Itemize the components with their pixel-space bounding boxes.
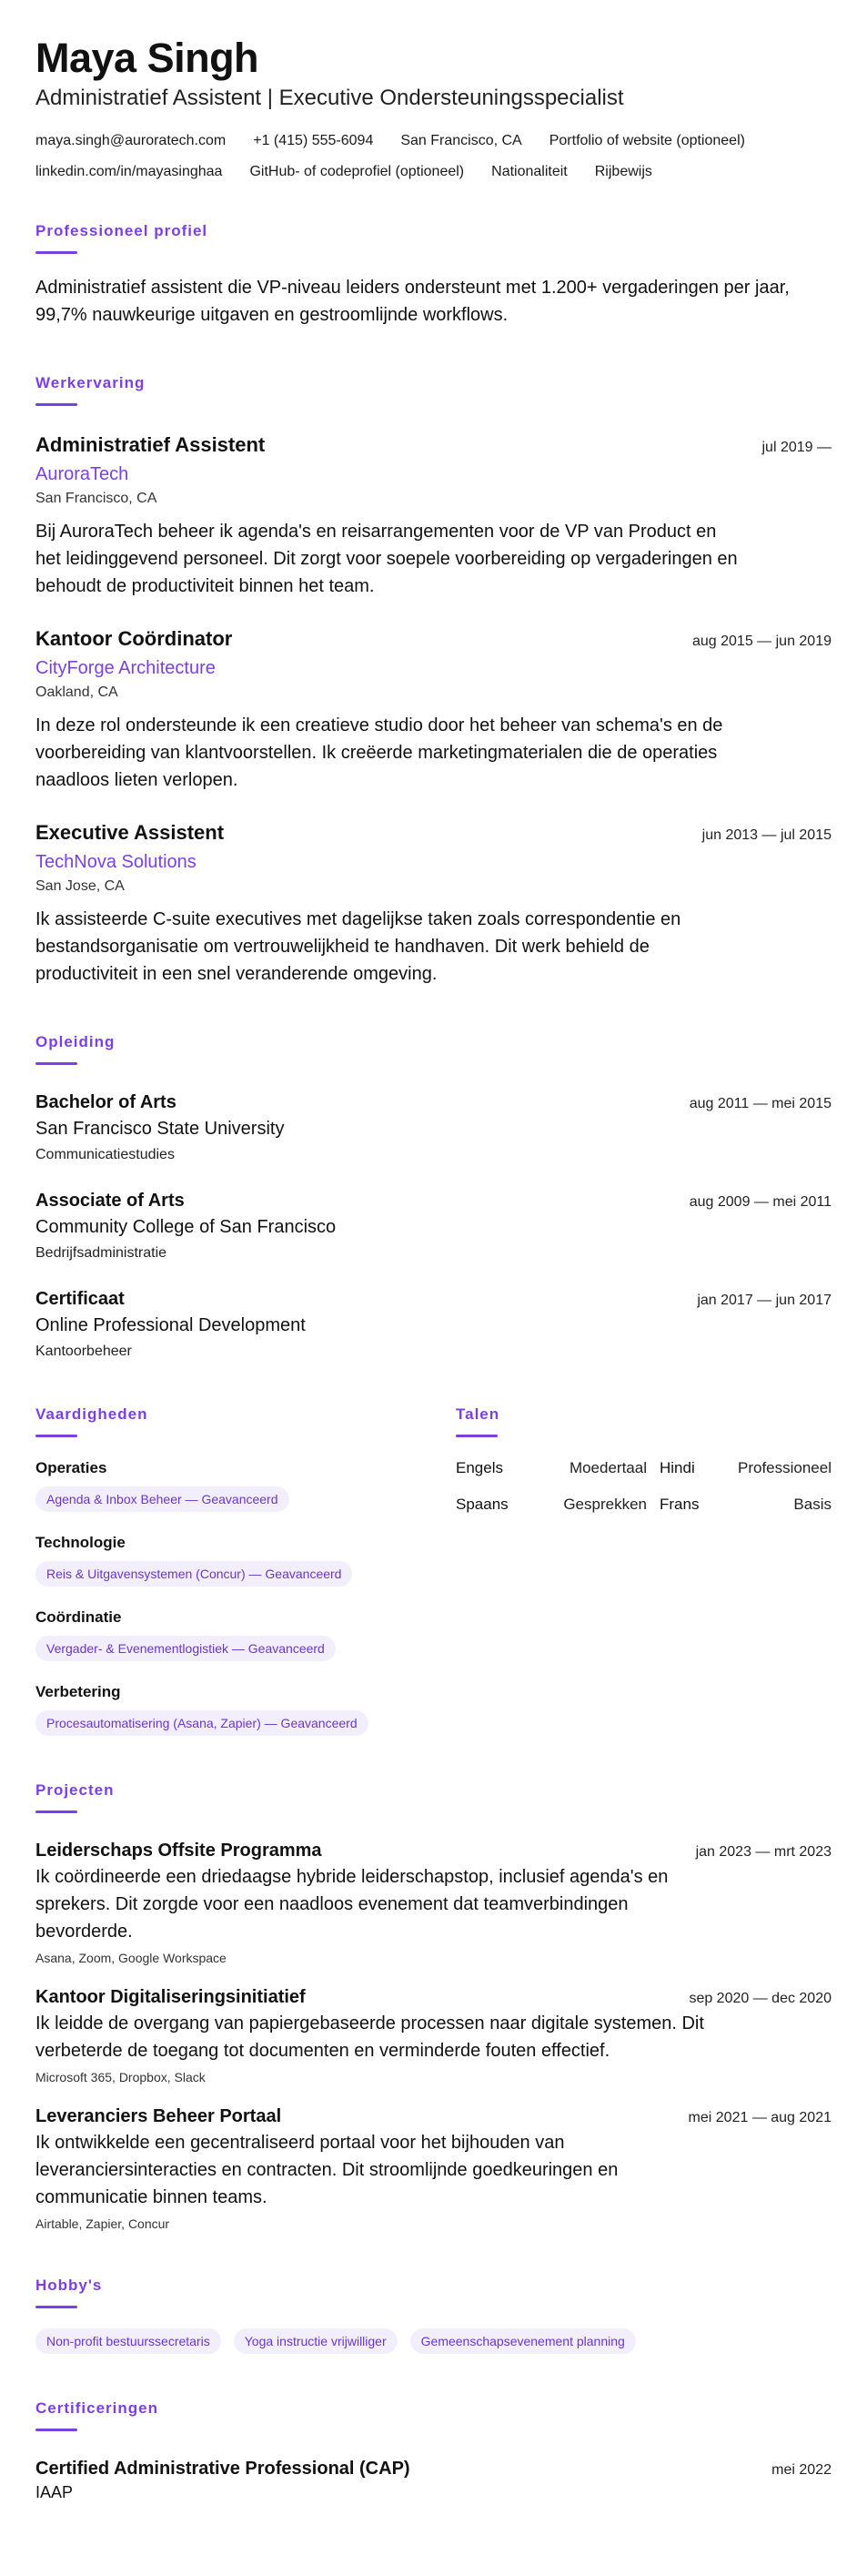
candidate-name: Maya Singh — [35, 35, 259, 81]
profile-summary: Administratief assistent die VP-niveau leiders ondersteunt met 1.200+ vergaderingen per jaar, 99,7% nauwkeurige uitgaven en gestroomlijnde workflows. — [35, 278, 790, 325]
certifications-section — [35, 2399, 832, 2502]
section-divider — [35, 403, 77, 406]
experience-section — [35, 374, 832, 988]
profile-section — [35, 222, 832, 329]
section-divider — [35, 2429, 77, 2431]
project-dates: mei 2021 — aug 2021 — [688, 2110, 832, 2125]
section-title: Professioneel profiel — [35, 222, 208, 239]
projects-section — [35, 1781, 832, 2231]
hobby-tag: Gemeenschapsevenement planning — [410, 2328, 636, 2354]
experience-entry — [35, 433, 832, 600]
skills-section — [35, 1405, 456, 1736]
contact-linkedin[interactable]: linkedin.com/in/mayasinghaa — [35, 164, 223, 179]
section-title: Opleiding — [35, 1033, 116, 1050]
certification-entry — [35, 2459, 832, 2502]
job-location: San Jose, CA — [35, 878, 125, 894]
section-divider — [35, 1435, 77, 1437]
hobbies-section — [35, 2277, 832, 2354]
skill-tag: Agenda & Inbox Beheer — Geavanceerd — [35, 1486, 289, 1512]
languages-section — [456, 1405, 832, 1736]
language-level: Professioneel — [737, 1459, 832, 1476]
skill-category: Verbetering — [35, 1683, 121, 1700]
skill-category: Technologie — [35, 1534, 126, 1551]
contact-location: San Francisco, CA — [400, 133, 522, 148]
language-level: Gesprekken — [563, 1496, 647, 1513]
project-description: Ik leidde de overgang van papiergebaseerde processen naar digitale systemen. Dit verbeterde de toegang tot documenten en verminderde fouten effectief. — [35, 2013, 704, 2061]
certification-name: Certified Administrative Professional (CAP) — [35, 2459, 410, 2479]
experience-entry — [35, 821, 832, 988]
section-divider — [456, 1435, 498, 1437]
hobby-tag: Non-profit bestuurssecretaris — [35, 2328, 221, 2354]
school-name: San Francisco State University — [35, 1119, 285, 1139]
section-divider — [35, 1810, 77, 1813]
contact-drivers-license: Rijbewijs — [594, 164, 652, 179]
skill-tag: Procesautomatisering (Asana, Zapier) — Geavanceerd — [35, 1710, 368, 1736]
job-dates: aug 2015 — jun 2019 — [691, 634, 832, 649]
section-title: Talen — [456, 1405, 500, 1423]
project-name: Leiderschaps Offsite Programma — [35, 1841, 322, 1861]
project-tools: Asana, Zoom, Google Workspace — [35, 1951, 227, 1965]
certification-date: mei 2022 — [771, 2462, 832, 2478]
contact-phone[interactable]: +1 (415) 555-6094 — [253, 133, 374, 148]
education-entry — [35, 1289, 832, 1360]
job-location: San Francisco, CA — [35, 491, 157, 506]
hobby-tag: Yoga instructie vrijwilliger — [234, 2328, 398, 2354]
candidate-headline: Administratief Assistent | Executive Ondersteuningsspecialist — [35, 86, 624, 110]
project-tools: Airtable, Zapier, Concur — [35, 2216, 170, 2231]
language-name: Hindi — [660, 1459, 695, 1476]
section-title: Werkervaring — [35, 374, 146, 391]
section-title: Hobby's — [35, 2277, 103, 2294]
job-description: Bij AuroraTech beheer ik agenda's en reisarrangementen voor de VP van Product en het leidinggevend personeel. Dit zorgt voor soepele voorbereiding op vergaderingen en behoudt de productiviteit binnen het team. — [35, 522, 738, 596]
company-name: CityForge Architecture — [35, 658, 216, 678]
skills-languages-row — [35, 1405, 832, 1736]
skill-group — [35, 1459, 456, 1512]
skill-group — [35, 1683, 456, 1736]
school-name: Online Professional Development — [35, 1315, 306, 1335]
job-title: Executive Assistent — [35, 821, 225, 844]
job-title: Administratief Assistent — [35, 433, 266, 456]
project-dates: jan 2023 — mrt 2023 — [695, 1844, 832, 1860]
section-title: Projecten — [35, 1781, 115, 1799]
job-dates: jun 2013 — jul 2015 — [701, 827, 832, 843]
job-title: Kantoor Coördinator — [35, 627, 233, 650]
hobby-list — [35, 2328, 832, 2354]
section-divider — [35, 251, 77, 254]
degree-title: Certificaat — [35, 1289, 125, 1309]
contact-row — [35, 133, 832, 149]
section-divider — [35, 1062, 77, 1065]
company-name: TechNova Solutions — [35, 852, 197, 872]
languages-list — [456, 1459, 832, 1514]
job-description: In deze rol ondersteunde ik een creatieve studio door het beheer van schema's en de voorbereiding van klantvoorstellen. Ik creëerde marketingmaterialen die de operaties naadloos lieten verlopen. — [35, 715, 723, 790]
contact-portfolio[interactable]: Portfolio of website (optioneel) — [549, 133, 745, 148]
language-level: Moedertaal — [569, 1459, 647, 1476]
education-dates: aug 2011 — mei 2015 — [689, 1096, 832, 1111]
project-name: Leveranciers Beheer Portaal — [35, 2106, 282, 2126]
section-title: Vaardigheden — [35, 1405, 148, 1423]
project-entry — [35, 1987, 832, 2084]
skill-tag: Reis & Uitgavensystemen (Concur) — Geavanceerd — [35, 1561, 352, 1587]
contact-row — [35, 164, 832, 180]
project-entry — [35, 2106, 832, 2231]
company-name: AuroraTech — [35, 464, 129, 484]
education-section — [35, 1033, 832, 1360]
project-description: Ik ontwikkelde een gecentraliseerd portaal voor het bijhouden van leveranciersinteracties en contracten. Dit stroomlijnde goedkeuringen en communicatie binnen teams. — [35, 2133, 619, 2207]
contact-nationality: Nationaliteit — [491, 164, 568, 179]
project-dates: sep 2020 — dec 2020 — [689, 1991, 832, 2006]
skill-group — [35, 1608, 456, 1661]
skill-category: Coördinatie — [35, 1608, 122, 1626]
skill-category: Operaties — [35, 1459, 107, 1476]
project-tools: Microsoft 365, Dropbox, Slack — [35, 2070, 206, 2084]
certification-issuer: IAAP — [35, 2483, 74, 2501]
project-name: Kantoor Digitaliseringsinitiatief — [35, 1987, 306, 2007]
contact-github[interactable]: GitHub- of codeprofiel (optioneel) — [249, 164, 465, 179]
language-name: Frans — [660, 1496, 700, 1513]
project-description: Ik coördineerde een driedaagse hybride leiderschapstop, inclusief agenda's en sprekers. Dit zorgde voor een naadloos evenement dat teamverbindingen bevorderde. — [35, 1867, 669, 1942]
school-name: Community College of San Francisco — [35, 1217, 337, 1237]
experience-entry — [35, 627, 832, 794]
study-field: Bedrijfsadministratie — [35, 1245, 167, 1261]
contact-email[interactable]: maya.singh@auroratech.com — [35, 133, 227, 148]
study-field: Kantoorbeheer — [35, 1344, 132, 1359]
language-level: Basis — [793, 1496, 832, 1513]
job-location: Oakland, CA — [35, 685, 118, 700]
project-entry — [35, 1841, 832, 1965]
section-title: Certificeringen — [35, 2399, 158, 2417]
education-entry — [35, 1191, 832, 1262]
language-name: Engels — [456, 1459, 503, 1476]
education-entry — [35, 1092, 832, 1163]
section-divider — [35, 2306, 77, 2308]
job-dates: jul 2019 — — [761, 440, 832, 455]
degree-title: Bachelor of Arts — [35, 1092, 176, 1112]
skill-tag: Vergader- & Evenementlogistiek — Geavanceerd — [35, 1636, 336, 1661]
education-dates: aug 2009 — mei 2011 — [689, 1194, 832, 1210]
language-name: Spaans — [456, 1496, 509, 1513]
job-description: Ik assisteerde C-suite executives met dagelijkse taken zoals correspondentie en bestandsorganisatie om vertrouwelijkheid te handhaven. Dit werk behield de productiviteit in een snel veranderende omgeving. — [35, 909, 681, 984]
skill-group — [35, 1534, 456, 1587]
degree-title: Associate of Arts — [35, 1191, 185, 1211]
study-field: Communicatiestudies — [35, 1147, 175, 1162]
education-dates: jan 2017 — jun 2017 — [697, 1293, 832, 1308]
